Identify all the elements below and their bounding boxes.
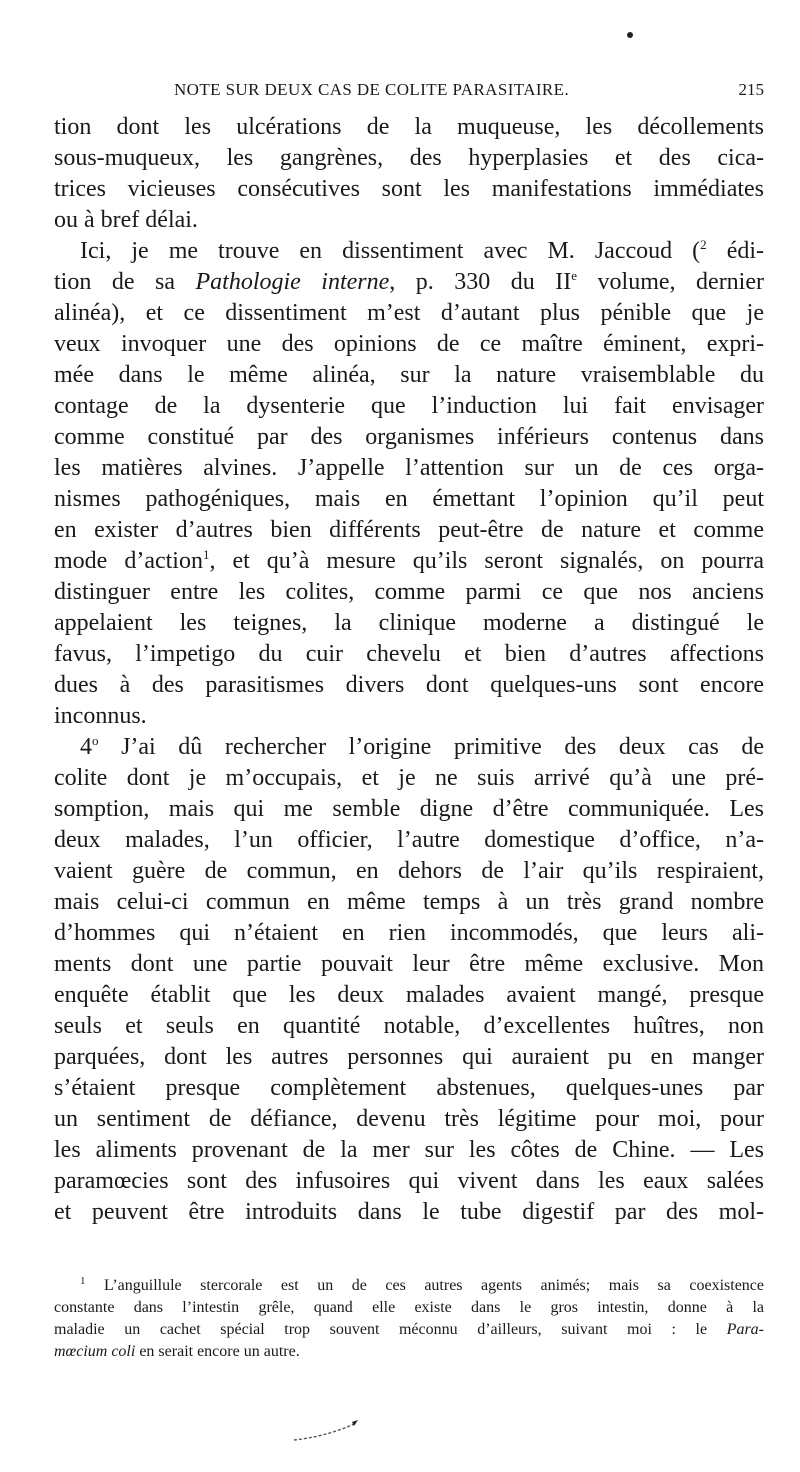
text-line bbox=[54, 236, 764, 267]
text-span: volume, dernier bbox=[577, 269, 764, 295]
text-line: ou à bref délai. bbox=[54, 207, 198, 233]
text-line: un sentiment de défiance, devenu très légitime pour moi, pour bbox=[54, 1106, 764, 1132]
text-line: mais celui-ci commun en même temps à un très grand nombre bbox=[54, 889, 764, 915]
italic-title: Pathologie interne bbox=[195, 269, 390, 295]
footnote bbox=[54, 1275, 764, 1363]
footnote-line: constante dans l’intestin grêle, quand elle existe dans le gros intestin, donne à la bbox=[54, 1299, 764, 1316]
text-line: et peuvent être introduits dans le tube digestif par des mol- bbox=[54, 1199, 764, 1225]
italic-term: Para- bbox=[726, 1321, 764, 1338]
text-line: vaient guère de commun, en dehors de l’air qu’ils respiraient, bbox=[54, 858, 764, 884]
text-line: dues à des parasitismes divers dont quelques-uns sont encore bbox=[54, 672, 764, 698]
text-line: enquête établit que les deux malades avaient mangé, presque bbox=[54, 982, 764, 1008]
text-line: appelaient les teignes, la clinique moderne a distingué le bbox=[54, 610, 764, 636]
text-line: alinéa), et ce dissentiment m’est d’autant plus pénible que je bbox=[54, 300, 764, 326]
footnote-reference: 1 bbox=[202, 547, 210, 562]
ink-dot bbox=[627, 32, 633, 38]
text-line: colite dont je m’occupais, et je ne suis arrivé qu’à une pré- bbox=[54, 765, 764, 791]
footnote-line bbox=[54, 1341, 764, 1363]
text-line: en exister d’autres bien différents peut-être de nature et comme bbox=[54, 517, 764, 543]
italic-term: mœcium coli bbox=[54, 1343, 136, 1360]
body-text bbox=[54, 112, 764, 1228]
text-span: , p. 330 du II bbox=[389, 269, 572, 295]
text-line: favus, l’impetigo du cuir chevelu et bien d’autres affections bbox=[54, 641, 764, 667]
text-span: mode d’action bbox=[54, 548, 203, 574]
ordinal-mark: o bbox=[92, 733, 99, 748]
text-line: comme constitué par des organismes inférieurs contenus dans bbox=[54, 424, 764, 450]
text-line bbox=[54, 546, 764, 577]
text-line: seuls et seuls en quantité notable, d’excellentes huîtres, non bbox=[54, 1013, 764, 1039]
text-span: maladie un cachet spécial trop souvent méconnu d’ailleurs, suivant moi : le bbox=[54, 1321, 727, 1338]
text-line: paramœcies sont des infusoires qui vivent dans les eaux salées bbox=[54, 1168, 764, 1194]
text-span: en serait encore un autre. bbox=[135, 1343, 300, 1360]
page-header bbox=[54, 80, 764, 106]
text-line bbox=[54, 267, 764, 298]
text-line: veux invoquer une des opinions de ce maître éminent, expri- bbox=[54, 331, 764, 357]
text-line: les aliments provenant de la mer sur les côtes de Chine. — Les bbox=[54, 1137, 764, 1163]
running-title: NOTE SUR DEUX CAS DE COLITE PARASITAIRE. bbox=[174, 80, 570, 99]
text-line: contage de la dysenterie que l’induction lui fait envisager bbox=[54, 393, 764, 419]
text-line: inconnus. bbox=[54, 703, 147, 729]
text-line: d’hommes qui n’étaient en rien incommodés, que leurs ali- bbox=[54, 920, 764, 946]
pen-stroke-mark bbox=[292, 1418, 362, 1444]
text-line: nismes pathogéniques, mais en émettant l’opinion qu’il peut bbox=[54, 486, 764, 512]
text-span: L’anguillule stercorale est un de ces autres agents animés; mais sa coexistence bbox=[85, 1277, 764, 1294]
text-line: distinguer entre les colites, comme parmi ce que nos anciens bbox=[54, 579, 764, 605]
text-line: sous-muqueux, les gangrènes, des hyperplasies et des cica- bbox=[54, 145, 764, 171]
page-number: 215 bbox=[738, 80, 764, 99]
text-span: J’ai dû rechercher l’origine primitive des deux cas de bbox=[121, 734, 764, 760]
text-line: trices vicieuses consécutives sont les manifestations immédiates bbox=[54, 176, 764, 202]
text-span: édi- bbox=[706, 238, 765, 264]
edition-superscript: 2 bbox=[700, 237, 707, 252]
text-line: les matières alvines. J’appelle l’attention sur un de ces orga- bbox=[54, 455, 764, 481]
text-span: Ici, je me trouve en dissentiment avec M. Jaccoud ( bbox=[80, 238, 701, 264]
paragraph-number: 4 bbox=[80, 734, 92, 760]
text-line: mée dans le même alinéa, sur la nature vraisemblable du bbox=[54, 362, 764, 388]
text-line: somption, mais qui me semble digne d’être communiquée. Les bbox=[54, 796, 764, 822]
footnote-line bbox=[54, 1275, 764, 1297]
text-line: deux malades, l’un officier, l’autre domestique d’office, n’a- bbox=[54, 827, 764, 853]
text-span: tion de sa bbox=[54, 269, 196, 295]
text-line: s’étaient presque complètement abstenues, quelques-unes par bbox=[54, 1075, 764, 1101]
footnote-marker: 1 bbox=[80, 1275, 86, 1287]
footnote-line bbox=[54, 1319, 764, 1341]
text-line: ments dont une partie pouvait leur être même exclusive. Mon bbox=[54, 951, 764, 977]
text-line: tion dont les ulcérations de la muqueuse, les décollements bbox=[54, 114, 764, 140]
text-line bbox=[54, 732, 764, 763]
volume-superscript: e bbox=[571, 268, 578, 283]
text-span: , et qu’à mesure qu’ils seront signalés, on pourra bbox=[209, 548, 764, 574]
text-line: parquées, dont les autres personnes qui auraient pu en manger bbox=[54, 1044, 764, 1070]
